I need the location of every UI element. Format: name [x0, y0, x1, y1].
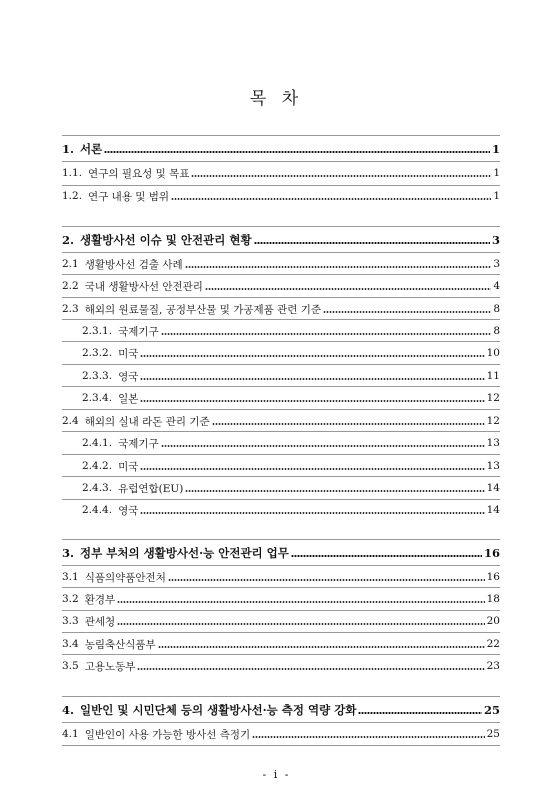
toc-page-number: 16 [483, 546, 500, 560]
toc-number: 3.1 [62, 571, 79, 583]
toc-entry-2-3-2[interactable] [82, 345, 500, 361]
dot-leader [291, 555, 482, 557]
toc-entry-3-3[interactable] [62, 613, 500, 629]
toc-label: 국제기구 [118, 437, 159, 450]
toc-page-number: 25 [486, 728, 500, 740]
toc-entry-1[interactable] [62, 141, 500, 157]
toc-entry-2-4-4[interactable] [82, 502, 500, 518]
toc-label: 국제기구 [118, 325, 159, 338]
toc-entry-2-1[interactable] [62, 256, 500, 272]
toc-number: 3. [62, 546, 75, 560]
toc-number: 1.2. [62, 190, 83, 202]
toc-page-number: 23 [486, 660, 500, 672]
toc-page-number: 1 [491, 142, 500, 156]
toc-page-number: 4 [493, 280, 500, 292]
dot-leader [252, 736, 484, 738]
toc-entry-2-4-3[interactable] [82, 480, 500, 496]
divider [62, 565, 500, 566]
divider [62, 185, 500, 186]
toc-label: 국내 생활방사선 안전관리 [84, 280, 203, 293]
toc-page-number: 13 [486, 460, 500, 472]
toc-number: 2.4.1. [82, 437, 113, 449]
toc-entry-3[interactable] [62, 545, 500, 561]
toc-number: 2.4.2. [82, 460, 113, 472]
toc-entry-2-3-4[interactable] [82, 390, 500, 406]
toc-page-number: 20 [486, 615, 500, 627]
toc-entry-1-2[interactable] [62, 188, 500, 204]
toc-number: 2.3.4. [82, 392, 113, 404]
toc-page-number: 1 [493, 167, 500, 179]
toc-entry-3-5[interactable] [62, 658, 500, 674]
toc-label: 영국 [118, 370, 139, 383]
toc-number: 4. [62, 703, 75, 717]
toc-page-number: 22 [486, 638, 500, 650]
toc-number: 2.3.3. [82, 370, 113, 382]
toc-page-number: 8 [493, 325, 500, 337]
toc-page-number: 11 [486, 370, 500, 382]
toc-number: 3.3 [62, 615, 79, 627]
toc-entry-4[interactable] [62, 702, 500, 718]
dot-leader [117, 601, 484, 603]
dot-leader [140, 378, 484, 380]
toc-entry-2-2[interactable] [62, 278, 500, 294]
toc-label: 식품의약품안전처 [84, 571, 166, 584]
toc-number: 3.4 [62, 638, 79, 650]
toc-number: 1.1. [62, 167, 83, 179]
toc-page-number: 3 [491, 233, 500, 247]
divider [62, 454, 500, 455]
dot-leader [205, 288, 491, 290]
toc-label: 생활방사선 검출 사례 [84, 258, 183, 271]
toc-page-number: 12 [486, 392, 500, 404]
toc-label: 연구 내용 및 범위 [88, 190, 170, 203]
toc-number: 2. [62, 233, 75, 247]
dot-leader [358, 712, 482, 714]
toc-label: 미국 [118, 347, 139, 360]
toc-label: 농림축산식품부 [84, 638, 156, 651]
divider [62, 587, 500, 588]
divider [62, 297, 500, 298]
toc-label: 관세청 [84, 615, 116, 628]
toc-label: 서론 [80, 142, 103, 156]
dot-leader [212, 423, 485, 425]
divider [62, 431, 500, 432]
toc-number: 2.3 [62, 303, 79, 315]
divider [62, 745, 500, 746]
dot-leader [254, 242, 490, 244]
divider [62, 654, 500, 655]
divider [62, 696, 500, 697]
toc-label: 영국 [118, 504, 139, 517]
dot-leader [158, 646, 485, 648]
toc-entry-2-3[interactable] [62, 301, 500, 317]
toc-entry-2-4[interactable] [62, 413, 500, 429]
toc-label: 일반인 및 시민단체 등의 생활방사선·능 측정 역량 강화 [80, 703, 357, 717]
toc-label: 정부 부처의 생활방사선·능 안전관리 업무 [80, 546, 289, 560]
toc-entry-2-4-1[interactable] [82, 435, 500, 451]
toc-label: 유럽연합(EU) [118, 482, 184, 495]
page-footer: - i - [262, 768, 291, 781]
divider [62, 722, 500, 723]
toc-page-number: 13 [486, 437, 500, 449]
toc-number: 2.3.1. [82, 325, 113, 337]
dot-leader [117, 623, 484, 625]
toc-page-number: 16 [486, 571, 500, 583]
dot-leader [137, 668, 484, 670]
toc-number: 2.1 [62, 258, 79, 270]
divider [62, 610, 500, 611]
toc-entry-2-3-3[interactable] [82, 368, 500, 384]
table-of-contents [62, 0, 500, 800]
dot-leader [185, 490, 484, 492]
divider [62, 386, 500, 387]
toc-label: 연구의 필요성 및 목표 [88, 167, 190, 180]
dot-leader [191, 175, 491, 177]
toc-label: 미국 [118, 460, 139, 473]
dot-leader [104, 151, 490, 153]
toc-label: 일본 [118, 392, 139, 405]
toc-number: 2.4.4. [82, 504, 113, 516]
dot-leader [323, 311, 491, 313]
toc-number: 2.4.3. [82, 482, 113, 494]
divider [62, 319, 500, 320]
toc-number: 3.2 [62, 593, 79, 605]
divider [62, 539, 500, 540]
toc-number: 2.4 [62, 415, 79, 427]
toc-entry-1-1[interactable] [62, 165, 500, 181]
toc-page-number: 3 [493, 258, 500, 270]
divider [62, 135, 500, 136]
toc-number: 4.1 [62, 728, 79, 740]
toc-entry-2-4-2[interactable] [82, 458, 500, 474]
toc-label: 해외의 원료물질, 공정부산물 및 가공제품 관련 기준 [84, 303, 322, 316]
dot-leader [140, 512, 484, 514]
divider [62, 341, 500, 342]
toc-label: 일반인이 사용 가능한 방사선 측정기 [84, 728, 251, 741]
divider [62, 476, 500, 477]
toc-number: 3.5 [62, 660, 79, 672]
toc-page-number: 14 [486, 504, 500, 516]
divider [62, 632, 500, 633]
toc-entry-3-4[interactable] [62, 636, 500, 652]
toc-number: 2.2 [62, 280, 79, 292]
divider [62, 409, 500, 410]
divider [62, 161, 500, 162]
toc-page-number: 1 [493, 190, 500, 202]
toc-page-number: 12 [486, 415, 500, 427]
toc-number: 2.3.2. [82, 347, 113, 359]
toc-entry-2-3-1[interactable] [82, 323, 500, 339]
toc-entry-2[interactable] [62, 232, 500, 248]
toc-entry-4-1[interactable] [62, 726, 500, 742]
dot-leader [140, 400, 484, 402]
divider [62, 226, 500, 227]
toc-entry-3-2[interactable] [62, 591, 500, 607]
toc-page-number: 8 [493, 303, 500, 315]
toc-page-number: 18 [486, 593, 500, 605]
dot-leader [140, 355, 484, 357]
dot-leader [168, 579, 485, 581]
dot-leader [161, 333, 492, 335]
toc-page-number: 10 [486, 347, 500, 359]
divider [62, 499, 500, 500]
toc-page-number: 25 [483, 703, 500, 717]
toc-label: 생활방사선 이슈 및 안전관리 현황 [80, 233, 252, 247]
divider [62, 364, 500, 365]
dot-leader [171, 198, 491, 200]
dot-leader [185, 266, 492, 268]
toc-number: 1. [62, 142, 75, 156]
toc-entry-3-1[interactable] [62, 569, 500, 585]
divider [62, 274, 500, 275]
toc-label: 고용노동부 [84, 660, 136, 673]
toc-label: 환경부 [84, 593, 116, 606]
toc-page-number: 14 [486, 482, 500, 494]
page-title: 목 차 [249, 89, 304, 109]
dot-leader [140, 468, 484, 470]
dot-leader [161, 445, 485, 447]
divider [62, 252, 500, 253]
toc-label: 해외의 실내 라돈 관리 기준 [84, 415, 210, 428]
